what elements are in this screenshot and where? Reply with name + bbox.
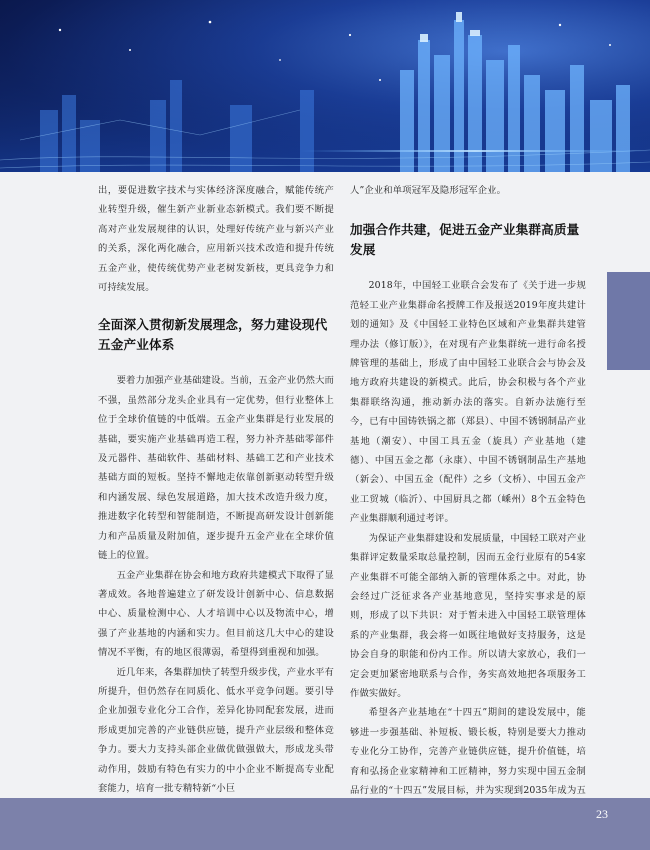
paragraph: 为保证产业集群建设和发展质量，中国轻工联对产业集群评定数量采取总量控制，因而五金行业原有的54家产业集群不可能全部纳入新的管理体系之中。对此，协会经过广泛征求各产业基地意见，坚持实事求是的原则，形成了以下共识：对于暂未进入中国轻工联管理体系的产业集群，我会将一如既往地做好支持服务，这是协会自身的职能和份内工作。所以请大家放心，我们一定会更加紧密地联系与合作，务实高效地把各项服务工作做实做好。 [350,532,586,699]
page-number: 23 [596,807,608,821]
section-heading: 全面深入贯彻新发展理念，努力建设现代五金产业体系 [98,317,328,353]
paragraph: 近几年来，各集群加快了转型升级步伐，产业水平有所提升，但仍然存在同质化、低水平竞争问题。要引导企业加强专业化分工合作，差异化协同配套发展，进而形成更加完善的产业链供应链，提升产业层级和整体竞争力。要大力支持头部企业做优做强做大，形成龙头带动作用，鼓励有特色有实力的中小企业不断提高专业配套能力，培育一批专精特新“小巨 [98,666,334,794]
paragraph: 五金产业集群在协会和地方政府共建模式下取得了显著成效。各地普遍建立了研发设计创新中心、信息数据中心、质量检测中心、人才培训中心以及物流中心，增强了产业基地的内涵和实力。但目前这几大中心的建设情况不平衡，有的地区很薄弱，希望得到重视和加强。 [98,569,334,659]
paragraph: 人”企业和单项冠军及隐形冠军企业。 [350,185,507,196]
paragraph: 要着力加强产业基础建设。当前，五金产业仍然大而不强，虽然部分龙头企业具有一定优势，但行业整体上位于全球价值链的中低端。五金产业集群是行业发展的基础，要实施产业基础再造工程，努力补齐基础零部件及元器件、基础软件、基础材料、基础工艺和产业技术基础方面的短板。坚持不懈地走依靠创新驱动转型升级和内涵发展、绿色发展道路，加大技术改造升级力度，推进数字化转型和智能制造，不断提高研发设计创新能力和产品质量及附加值，逐步提升五金产业在全球价值链上的位置。 [98,375,334,562]
city-skyline-illustration [0,0,650,172]
footer-bar [0,798,650,850]
header-banner-image [0,0,650,172]
side-color-tab [607,272,650,370]
paragraph-text: 希望各产业基地在“十四五”期间的建设发展中，能够进一步强基础、补短板、锻长板，特别是要大力推动专业化分工协作，完善产业链供应链，提升价值链，培育和弘扬企业家精神和工匠精神，努力实现中国五金制品行业的“十四五”发展目标，并为实现到2035年成为五 [350,707,586,796]
paragraph: 出，要促进数字技术与实体经济深度融合，赋能传统产业转型升级，催生新产业新业态新模式。我们要不断提高对产业发展规律的认识，处理好传统产业与新兴产业的关系，深化两化融合，应用新兴技术改造和提升传统五金产业，使传统优势产业老树发新枝，更具竞争力和可持续发展。 [98,185,334,294]
right-column [350,181,586,820]
paragraph: 2018年，中国轻工业联合会发布了《关于进一步规范轻工业产业集群命名授牌工作及报送2019年度共建计划的通知》及《中国轻工业特色区域和产业集群共建管理办法（修订版）》，在对现有产业集群统一进行命名授牌管理的基础上，形成了由中国轻工业联合会与协会及地方政府共建设的新模式。此后，协会积极与各个产业集群联络沟通，推动新办法的落实。自新办法施行至今，已有中国铸铁锅之都（郑县）、中国不锈钢制品产业基地（潮安）、中国工具五金（旋具）产业基地（建德）、中国五金之都（永康）、中国不锈钢制品生产基地（新会）、中国五金（配件）之乡（文桥）、中国五金产业工贸城（临沂）、中国厨具之都（嵊州）8个五金特色产业集群顺利通过考评。 [350,280,586,525]
left-column [98,181,334,798]
section-heading: 加强合作共建，促进五金产业集群高质量发展 [350,222,580,258]
